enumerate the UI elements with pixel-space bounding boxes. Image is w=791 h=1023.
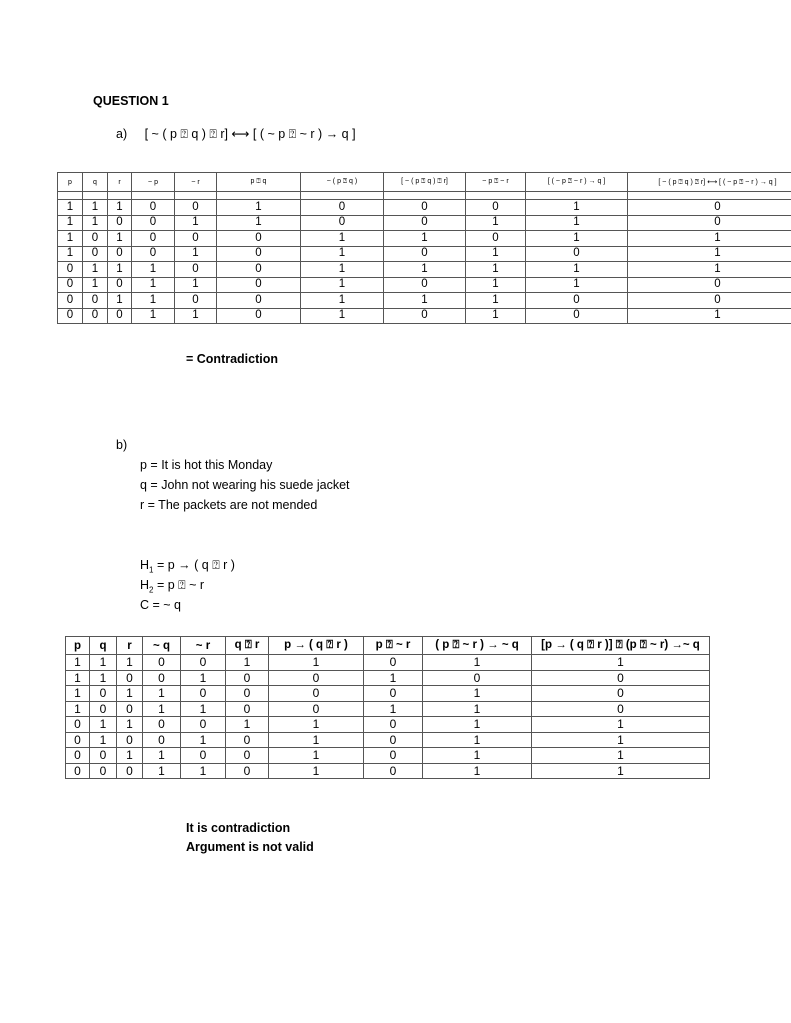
table-cell: 0	[66, 748, 90, 764]
table-cell: 0	[132, 200, 175, 216]
table-cell: 0	[175, 231, 217, 247]
table-cell: 0	[532, 701, 710, 717]
table-cell: 0	[384, 215, 466, 231]
table-cell: 0	[384, 308, 466, 324]
table-row	[58, 293, 791, 309]
table-cell: 1	[175, 215, 217, 231]
table-cell: 1	[132, 308, 175, 324]
table-cell: 1	[364, 701, 423, 717]
table-cell: 1	[181, 732, 226, 748]
table-cell: 1	[66, 670, 90, 686]
col-header: [ ( ~ p ⍰ ~ r ) → q ]	[526, 173, 628, 192]
table-cell: 1	[532, 717, 710, 733]
table-cell: 1	[90, 717, 117, 733]
table-cell: 1	[90, 655, 117, 671]
part-a-expression: [ ~ ( p ⍰ q ) ⍰ r] ⟷ [ ( ~ p ⍰ ~ r ) → q ]	[144, 127, 356, 141]
table-cell: 1	[384, 262, 466, 278]
table-cell: 0	[175, 200, 217, 216]
table-cell: 0	[117, 763, 143, 779]
table-cell: 1	[423, 701, 532, 717]
col-header: ~ q	[143, 637, 181, 655]
table-cell: 1	[628, 308, 791, 324]
table-cell: 1	[83, 215, 108, 231]
table-cell: 1	[58, 200, 83, 216]
table-cell: 1	[628, 231, 791, 247]
table-cell: 1	[526, 231, 628, 247]
table-cell: 1	[217, 200, 301, 216]
table-cell: 1	[466, 293, 526, 309]
spacer-cell	[175, 192, 217, 200]
table-cell: 0	[226, 732, 269, 748]
table-cell: 0	[226, 748, 269, 764]
table-cell: 1	[532, 763, 710, 779]
table-cell: 0	[83, 246, 108, 262]
table-cell: 1	[66, 701, 90, 717]
spacer-cell	[58, 192, 83, 200]
table-cell: 0	[143, 717, 181, 733]
table-cell: 1	[423, 763, 532, 779]
table-cell: 1	[143, 763, 181, 779]
table-cell: 1	[269, 748, 364, 764]
col-header: p	[58, 173, 83, 192]
col-header: q	[83, 173, 108, 192]
table-cell: 1	[384, 293, 466, 309]
table-cell: 1	[58, 231, 83, 247]
table-cell: 0	[108, 277, 132, 293]
table-cell: 1	[466, 215, 526, 231]
table-cell: 0	[628, 215, 791, 231]
table-cell: 1	[269, 763, 364, 779]
table-row	[58, 200, 791, 216]
question-heading: QUESTION 1	[93, 94, 169, 108]
table-cell: 0	[90, 686, 117, 702]
table-cell: 1	[423, 717, 532, 733]
table-cell: 1	[108, 200, 132, 216]
table-cell: 0	[526, 293, 628, 309]
col-header: [ ~ ( p ⍰ q ) ⍰ r] ⟷ [ ( ~ p ⍰ ~ r ) → q ]	[628, 173, 791, 192]
table-cell: 0	[466, 200, 526, 216]
table-cell: 0	[108, 246, 132, 262]
table-cell: 0	[90, 748, 117, 764]
part-b-label: b)	[116, 438, 128, 452]
table-cell: 1	[301, 246, 384, 262]
table-cell: 0	[364, 732, 423, 748]
table-cell: 0	[226, 686, 269, 702]
table-cell: 1	[526, 262, 628, 278]
table-cell: 1	[423, 732, 532, 748]
table-cell: 0	[66, 732, 90, 748]
table-cell: 0	[83, 293, 108, 309]
table-cell: 1	[132, 277, 175, 293]
table-cell: 1	[466, 277, 526, 293]
table-cell: 0	[384, 246, 466, 262]
table-cell: 0	[628, 293, 791, 309]
table-cell: 1	[132, 293, 175, 309]
table-cell: 0	[269, 686, 364, 702]
table-cell: 0	[175, 293, 217, 309]
col-header: ~ r	[175, 173, 217, 192]
table-cell: 1	[83, 262, 108, 278]
table-cell: 1	[628, 262, 791, 278]
table-cell: 0	[181, 748, 226, 764]
table-b-header-row	[66, 637, 710, 655]
table-cell: 1	[269, 655, 364, 671]
table-cell: 1	[117, 717, 143, 733]
table-cell: 0	[226, 701, 269, 717]
table-cell: 0	[181, 686, 226, 702]
table-cell: 0	[108, 308, 132, 324]
table-row	[58, 246, 791, 262]
table-cell: 0	[217, 308, 301, 324]
table-cell: 0	[58, 262, 83, 278]
table-cell: 0	[301, 215, 384, 231]
table-cell: 1	[301, 277, 384, 293]
table-row	[66, 686, 710, 702]
table-cell: 0	[217, 277, 301, 293]
table-cell: 0	[628, 200, 791, 216]
table-cell: 0	[143, 670, 181, 686]
table-row	[66, 670, 710, 686]
table-cell: 1	[301, 293, 384, 309]
part-a-header	[116, 126, 356, 142]
table-cell: 0	[217, 293, 301, 309]
table-cell: 1	[423, 686, 532, 702]
table-cell: 0	[181, 717, 226, 733]
table-cell: 1	[532, 655, 710, 671]
table-cell: 0	[628, 277, 791, 293]
col-header: p ⍰ ~ r	[364, 637, 423, 655]
table-cell: 1	[532, 748, 710, 764]
table-cell: 0	[217, 262, 301, 278]
table-row	[58, 215, 791, 231]
table-cell: 1	[466, 262, 526, 278]
table-cell: 1	[108, 262, 132, 278]
conclusion-c: C = ~ q	[140, 598, 181, 612]
table-row	[58, 231, 791, 247]
table-cell: 1	[364, 670, 423, 686]
table-cell: 1	[181, 763, 226, 779]
table-cell: 1	[117, 655, 143, 671]
table-cell: 1	[175, 277, 217, 293]
col-header: [p → ( q ⍰ r )] ⍰ (p ⍰ ~ r) →~ q	[532, 637, 710, 655]
table-cell: 0	[226, 670, 269, 686]
table-cell: 0	[532, 686, 710, 702]
table-cell: 1	[181, 701, 226, 717]
table-cell: 0	[217, 231, 301, 247]
table-cell: 1	[466, 308, 526, 324]
spacer-cell	[466, 192, 526, 200]
table-cell: 1	[108, 231, 132, 247]
spacer-cell	[108, 192, 132, 200]
hypothesis-2: $H_2 = p$ ⍰ ~ r	[140, 578, 205, 595]
col-header: r	[117, 637, 143, 655]
table-cell: 0	[83, 308, 108, 324]
table-cell: 1	[175, 308, 217, 324]
table-cell: 1	[526, 200, 628, 216]
table-cell: 1	[117, 686, 143, 702]
table-cell: 1	[526, 277, 628, 293]
table-cell: 1	[301, 262, 384, 278]
table-cell: 0	[384, 277, 466, 293]
truth-table-a	[57, 172, 791, 324]
table-cell: 0	[143, 655, 181, 671]
spacer-row	[58, 192, 791, 200]
spacer-cell	[301, 192, 384, 200]
table-cell: 1	[58, 246, 83, 262]
part-a-label: a)	[116, 127, 128, 141]
table-cell: 0	[364, 655, 423, 671]
table-cell: 1	[143, 686, 181, 702]
table-cell: 0	[132, 246, 175, 262]
table-cell: 0	[181, 655, 226, 671]
table-cell: 0	[117, 701, 143, 717]
table-cell: 1	[466, 246, 526, 262]
table-cell: 1	[83, 277, 108, 293]
table-cell: 0	[58, 308, 83, 324]
table-cell: 1	[269, 732, 364, 748]
col-header: r	[108, 173, 132, 192]
col-header: ( p ⍰ ~ r ) → ~ q	[423, 637, 532, 655]
table-cell: 0	[364, 686, 423, 702]
table-cell: 0	[66, 717, 90, 733]
table-cell: 0	[175, 262, 217, 278]
table-row	[66, 701, 710, 717]
table-cell: 1	[132, 262, 175, 278]
part-a-conclusion: = Contradiction	[186, 352, 279, 366]
table-cell: 0	[466, 231, 526, 247]
table-cell: 1	[526, 215, 628, 231]
table-row	[58, 277, 791, 293]
table-cell: 0	[90, 701, 117, 717]
table-cell: 0	[90, 763, 117, 779]
table-cell: 1	[108, 293, 132, 309]
table-row	[66, 748, 710, 764]
table-cell: 1	[384, 231, 466, 247]
part-b-conclusion-1: It is contradiction	[186, 821, 291, 835]
hypothesis-1: $H_1 = p$ → ( q ⍰ r )	[140, 558, 235, 575]
table-cell: 0	[423, 670, 532, 686]
table-cell: 1	[217, 215, 301, 231]
table-cell: 0	[526, 246, 628, 262]
table-cell: 0	[132, 231, 175, 247]
table-cell: 1	[143, 701, 181, 717]
table-row	[66, 763, 710, 779]
spacer-cell	[217, 192, 301, 200]
table-cell: 0	[58, 277, 83, 293]
table-cell: 1	[175, 246, 217, 262]
table-cell: 0	[364, 748, 423, 764]
col-header: q	[90, 637, 117, 655]
definition-q: q = John not wearing his suede jacket	[140, 478, 350, 492]
table-cell: 1	[269, 717, 364, 733]
col-header: p ⍰ q	[217, 173, 301, 192]
table-cell: 0	[117, 732, 143, 748]
spacer-cell	[384, 192, 466, 200]
col-header: ~ ( p ⍰ q )	[301, 173, 384, 192]
definition-r: r = The packets are not mended	[140, 498, 318, 512]
table-cell: 0	[532, 670, 710, 686]
table-cell: 0	[384, 200, 466, 216]
spacer-cell	[526, 192, 628, 200]
table-cell: 1	[66, 686, 90, 702]
col-header: q ⍰ r	[226, 637, 269, 655]
definition-p: p = It is hot this Monday	[140, 458, 273, 472]
table-cell: 1	[90, 732, 117, 748]
table-cell: 0	[132, 215, 175, 231]
table-cell: 1	[532, 732, 710, 748]
part-b-conclusion-2: Argument is not valid	[186, 840, 314, 854]
table-cell: 1	[58, 215, 83, 231]
table-cell: 1	[117, 748, 143, 764]
table-cell: 1	[181, 670, 226, 686]
table-cell: 0	[526, 308, 628, 324]
table-row	[66, 732, 710, 748]
table-cell: 1	[83, 200, 108, 216]
table-cell: 0	[301, 200, 384, 216]
table-row	[58, 262, 791, 278]
table-cell: 1	[143, 748, 181, 764]
col-header: ~ p ⍰ ~ r	[466, 173, 526, 192]
table-cell: 0	[226, 763, 269, 779]
table-cell: 1	[628, 246, 791, 262]
truth-table-b	[65, 636, 710, 779]
table-cell: 0	[217, 246, 301, 262]
table-cell: 1	[226, 717, 269, 733]
table-cell: 0	[117, 670, 143, 686]
table-cell: 1	[90, 670, 117, 686]
table-cell: 0	[58, 293, 83, 309]
spacer-cell	[83, 192, 108, 200]
table-cell: 1	[301, 231, 384, 247]
table-cell: 0	[364, 763, 423, 779]
col-header: ~ p	[132, 173, 175, 192]
col-header: [ ~ ( p ⍰ q ) ⍰ r]	[384, 173, 466, 192]
table-cell: 1	[423, 748, 532, 764]
table-cell: 1	[66, 655, 90, 671]
spacer-cell	[628, 192, 791, 200]
table-a-header-row	[58, 173, 791, 192]
col-header: ~ r	[181, 637, 226, 655]
col-header: p → ( q ⍰ r )	[269, 637, 364, 655]
table-cell: 1	[301, 308, 384, 324]
table-cell: 0	[364, 717, 423, 733]
table-cell: 0	[269, 701, 364, 717]
table-row	[66, 655, 710, 671]
col-header: p	[66, 637, 90, 655]
spacer-cell	[132, 192, 175, 200]
table-cell: 0	[269, 670, 364, 686]
table-row	[58, 308, 791, 324]
table-cell: 0	[66, 763, 90, 779]
table-cell: 1	[226, 655, 269, 671]
table-row	[66, 717, 710, 733]
table-cell: 0	[108, 215, 132, 231]
table-cell: 1	[423, 655, 532, 671]
table-cell: 0	[143, 732, 181, 748]
table-cell: 0	[83, 231, 108, 247]
